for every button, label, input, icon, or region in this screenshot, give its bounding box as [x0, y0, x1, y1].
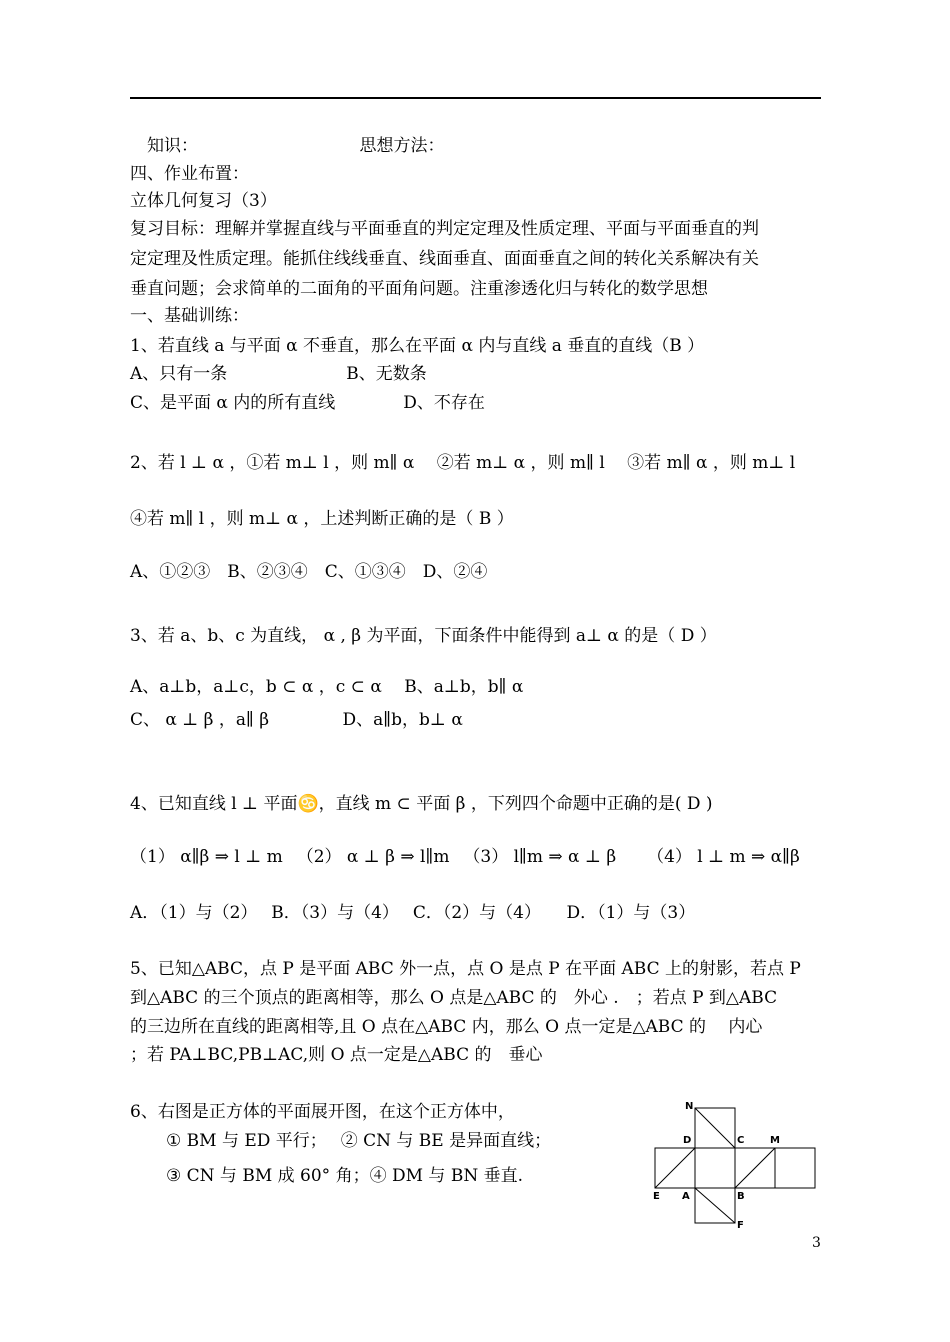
homework-heading: 四、作业布置：: [130, 164, 249, 184]
label-n: N: [685, 1101, 694, 1112]
q2-options: A、①②③ B、②③④ C、①③④ D、②④: [130, 562, 488, 582]
question-5-line-2: 到△ABC 的三个顶点的距离相等，那么 O 点是△ABC 的 外心 . ；若点 P 到△ABC: [130, 988, 778, 1008]
label-d: D: [683, 1135, 692, 1146]
net-diagonal-bm: [735, 1148, 775, 1188]
net-square-center: [695, 1148, 735, 1188]
q6-statements-1-2: ① BM 与 ED 平行； ② CN 与 BE 是异面直线；: [166, 1131, 552, 1151]
q3-options-cd: C、 α ⊥ β ，a∥ β D、a∥b，b⊥ α: [130, 710, 463, 730]
objective-line-3: 垂直问题；会求简单的二面角的平面角问题。注重渗透化归与转化的数学思想: [130, 279, 708, 299]
net-diagonal-nc: [695, 1108, 735, 1148]
label-b: B: [737, 1191, 745, 1202]
label-e: E: [653, 1191, 660, 1202]
section-title: 立体几何复习（3）: [130, 191, 277, 211]
page-number: 3: [812, 1235, 821, 1251]
question-5-line-4: ；若 PA⊥BC,PB⊥AC,则 O 点一定是△ABC 的 垂心: [130, 1045, 543, 1065]
question-2: 2、若 l ⊥ α ，①若 m⊥ l ，则 m∥ α ②若 m⊥ α ，则 m∥ l ③若 m∥ α ，则 m⊥ l: [130, 453, 796, 473]
question-3: 3、若 a、b、c 为直线， α , β 为平面，下面条件中能得到 a⊥ α 的是（ D ）: [130, 626, 717, 646]
question-6: 6、右图是正方体的平面展开图，在这个正方体中，: [130, 1102, 515, 1122]
question-5-line-3: 的三边所在直线的距离相等,且 O 点在△ABC 内，那么 O 点一定是△ABC 的 内心: [130, 1017, 763, 1037]
cube-net-figure: [640, 1095, 830, 1235]
q3-options-ab: A、a⊥b，a⊥c，b ⊂ α ，c ⊂ α B、a⊥b，b∥ α: [130, 677, 524, 697]
q4-options: A．（1）与（2） B．（3）与（4） C．（2）与（4） D．（1）与（3）: [130, 903, 696, 923]
basic-training-heading: 一、基础训练：: [130, 306, 249, 326]
q1-options-ab: A、只有一条 B、无数条: [130, 364, 427, 384]
net-diagonal-af: [695, 1188, 735, 1223]
label-a: A: [682, 1191, 690, 1202]
net-diagonal-ed: [655, 1148, 695, 1188]
q1-options-cd: C、是平面 α 内的所有直线 D、不存在: [130, 393, 485, 413]
q4-propositions: （1） α∥β ⇒ l ⊥ m （2） α ⊥ β ⇒ l∥m （3） l∥m ⇒ α ⊥ β （4） l ⊥ m ⇒ α∥β: [130, 847, 800, 867]
q6-statements-3-4: ③ CN 与 BM 成 60° 角；④ DM 与 BN 垂直.: [166, 1166, 523, 1186]
label-f: F: [737, 1220, 744, 1231]
header-rule: [130, 97, 821, 99]
objective-line-1: 复习目标：理解并掌握直线与平面垂直的判定定理及性质定理、平面与平面垂直的判: [130, 219, 759, 239]
objective-line-2: 定定理及性质定理。能抓住线线垂直、线面垂直、面面垂直之间的转化关系解决有关: [130, 249, 759, 269]
question-5: 5、已知△ABC，点 P 是平面 ABC 外一点，点 O 是点 P 在平面 ABC 上的射影，若点 P: [130, 959, 801, 979]
net-square-far-right: [775, 1148, 815, 1188]
question-2-cont: ④若 m∥ l ，则 m⊥ α ，上述判断正确的是（ B ）: [130, 509, 514, 529]
label-m: M: [770, 1135, 780, 1146]
summary-line: 知识： 思想方法：: [130, 136, 445, 156]
question-4: 4、已知直线 l ⊥ 平面♋，直线 m ⊂ 平面 β ，下列四个命题中正确的是( D ): [130, 794, 713, 814]
question-1: 1、若直线 a 与平面 α 不垂直，那么在平面 α 内与直线 a 垂直的直线（B ）: [130, 336, 705, 356]
label-c: C: [737, 1135, 745, 1146]
